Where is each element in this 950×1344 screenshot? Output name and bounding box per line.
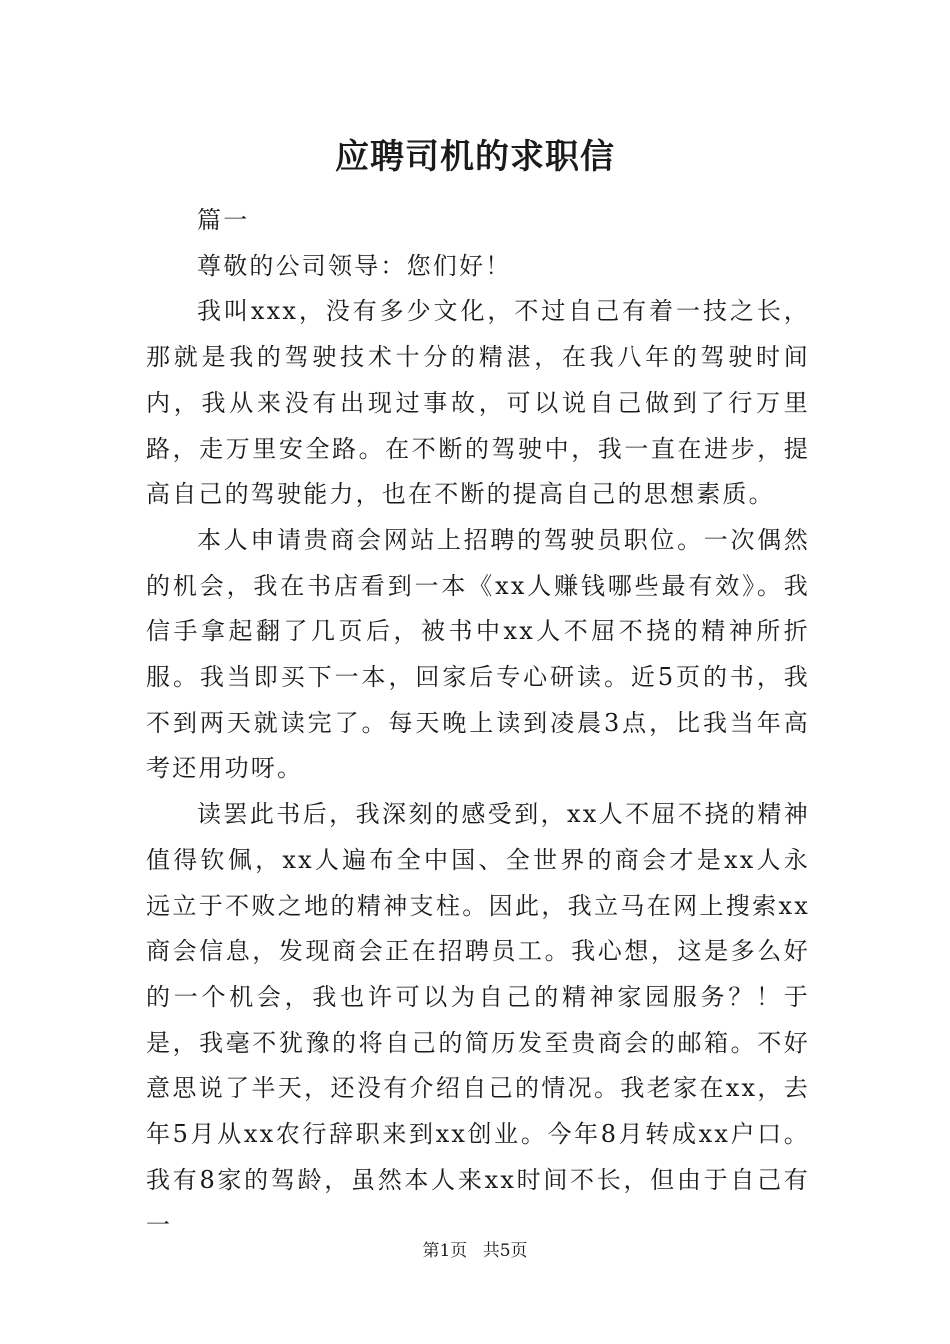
page-total: 共5页 bbox=[482, 1241, 528, 1261]
page-number: 第1页 bbox=[422, 1241, 468, 1261]
paragraph: 我叫xxx，没有多少文化，不过自己有着一技之长，那就是我的驾驶技术十分的精湛，在我八年的驾驶时间内，我从来没有出现过事故，可以说自己做到了行万里路，走万里安全路。在不断的驾驶中，我一直在进步，提高自己的驾驶能力，也在不断的提高自己的思想素质。 bbox=[146, 297, 810, 509]
salutation: 尊敬的公司领导：您们好！ bbox=[197, 251, 512, 280]
document-title: 应聘司机的求职信 bbox=[335, 137, 615, 177]
paragraph: 读罢此书后，我深刻的感受到，xx人不屈不挠的精神值得钦佩，xx人遍布全中国、全世界的商会才是xx人永远立于不败之地的精神支柱。因此，我立马在网上搜索xx商会信息，发现商会正在招聘员工。我心想，这是多么好的一个机会，我也许可以为自己的精神家园服务？！于是，我毫不犹豫的将自己的简历发至贵商会的邮箱。不好意思说了半天，还没有介绍自己的情况。我老家在xx，去年5月从xx农行辞职来到xx创业。今年8月转成xx户口。我有8家的驾龄，虽然本人来xx时间不长，但由于自己有一 bbox=[146, 800, 810, 1240]
paragraph: 本人申请贵商会网站上招聘的驾驶员职位。一次偶然的机会，我在书店看到一本《xx人赚钱哪些最有效》。我信手拿起翻了几页后，被书中xx人不屈不挠的精神所折服。我当即买下一本，回家后专心研读。近5页的书，我不到两天就读完了。每天晚上读到凌晨3点，比我当年高考还用功呀。 bbox=[146, 525, 810, 783]
section-heading: 篇一 bbox=[197, 206, 250, 234]
document-body bbox=[146, 198, 810, 1249]
page-footer bbox=[0, 1239, 950, 1263]
